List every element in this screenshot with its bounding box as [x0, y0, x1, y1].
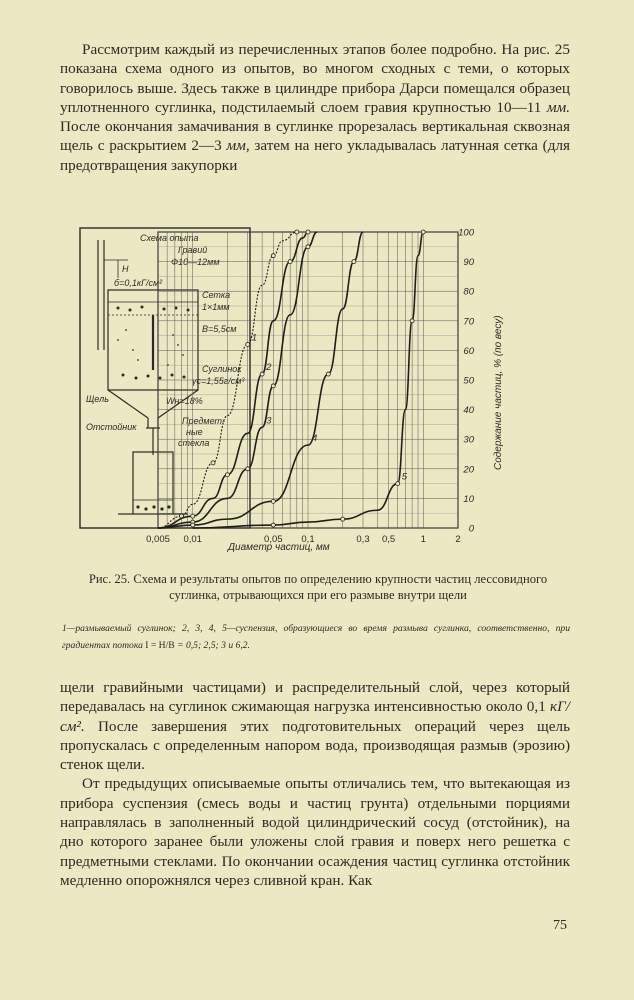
- data-point: [191, 523, 195, 527]
- series-label-4: 4: [312, 433, 318, 445]
- scheme-settler: Отстойник: [86, 422, 137, 432]
- scheme-slot: Щель: [86, 394, 109, 404]
- x-tick-label: 0,05: [264, 534, 283, 545]
- scheme-gravel: Гравий: [178, 245, 208, 255]
- y-tick-label: 100: [458, 227, 474, 239]
- text-p2: После окончания замачивания в суглинке прорезалась вертикальная сквозная щель с раскрытием 2—3: [60, 118, 570, 155]
- data-point: [246, 342, 250, 346]
- y-tick-label: 50: [463, 375, 474, 387]
- x-tick-label: 0,01: [183, 534, 202, 545]
- y-tick-label: 70: [463, 316, 474, 328]
- legend-formula: I = H/B: [145, 640, 175, 651]
- y-tick-label: 60: [463, 345, 474, 357]
- scheme-sigma: б=0,1кГ/см²: [114, 278, 163, 288]
- series-label-1: 1: [251, 332, 258, 344]
- data-point: [191, 514, 195, 518]
- x-tick-label: 0,5: [381, 534, 396, 545]
- data-point: [271, 384, 275, 388]
- y-tick-label: 0: [468, 523, 474, 535]
- figure-legend: [62, 620, 570, 654]
- text-b2: От предыдущих описываемые опыты отличались тем, что вытекающая из прибора суспензия (смесь воды и частиц грунта) отдельными порциями направлялась в заполненный водой цилиндрический сосуд (отстойник), на дно которого заранее были уложены слой гравия и поверх него решетка с предметными стеклами. По окончании осаждения частиц суглинка отстойник медленно опорожнялся через сливной кран. Как: [60, 775, 570, 889]
- x-tick-label: 0,1: [301, 534, 315, 545]
- scheme-title: Схема опыта: [140, 233, 199, 243]
- data-point: [352, 260, 356, 264]
- x-tick-label: 0,3: [356, 534, 370, 545]
- y-tick-labels: [458, 228, 475, 535]
- paragraph-top: [60, 40, 570, 175]
- x-axis-label: Диаметр частиц, мм: [228, 542, 330, 553]
- x-tick-label: 1: [420, 534, 426, 545]
- data-point: [306, 230, 310, 234]
- data-point: [271, 523, 275, 527]
- scheme-slides: Предмет- ные стекла: [178, 416, 225, 448]
- series-label-3: 3: [266, 415, 272, 427]
- scheme-h: H: [122, 264, 129, 274]
- data-point: [260, 372, 264, 376]
- text-unit-mm-2: мм,: [226, 137, 250, 155]
- y-tick-label: 20: [463, 464, 474, 476]
- grain-size-chart: [146, 228, 504, 554]
- text-unit-mm: мм.: [546, 98, 570, 116]
- paragraph-bottom: [60, 678, 570, 890]
- data-point: [295, 230, 299, 234]
- data-point: [410, 319, 414, 323]
- text-b1: щели гравийными частицами) и распределительный слой, через который передавалась на суглинок сжимающая нагрузка интенсивностью около 0,1: [60, 679, 570, 716]
- scheme-mesh-size: 1×1мм: [202, 302, 230, 312]
- series-label-2: 2: [266, 362, 272, 374]
- scheme-mesh: Сетка: [202, 290, 231, 300]
- text-p1: Рассмотрим каждый из перечисленных этапов более подробно. На рис. 25 показана схема одного из опытов, во многом сходных с теми, о которых говорилось выше. Здесь также в цилиндре прибора Дарси помещался образец уплотненного суглинка, подстилаемый слоем гравия крупностью 10—11: [60, 41, 570, 116]
- y-tick-label: 30: [463, 434, 474, 446]
- y-tick-label: 80: [463, 286, 474, 298]
- data-point: [396, 482, 400, 486]
- y-tick-label: 10: [463, 493, 474, 505]
- y-tick-label: 40: [463, 405, 474, 417]
- data-point: [211, 461, 215, 465]
- data-point: [271, 499, 275, 503]
- figure-caption: Рис. 25. Схема и результаты опытов по определению крупности частиц лессовидного суглинка, отрывающихся при его размыве внутри щели: [88, 572, 548, 602]
- data-point: [271, 254, 275, 258]
- text-p3: затем на него укладывалась латунная сетка (для предотвращения закупорки: [60, 137, 571, 174]
- data-point: [225, 473, 229, 477]
- data-point: [306, 245, 310, 249]
- data-point: [246, 467, 250, 471]
- x-tick-label: 0,005: [146, 534, 170, 545]
- data-point: [341, 517, 345, 521]
- scheme-gamma: γс=1,55г/см³: [192, 376, 245, 386]
- series-label-5: 5: [401, 471, 408, 483]
- legend-text-1: 1—размываемый суглинок; 2, 3, 4, 5—суспензия, образующиеся во время размыва суглинка, соответственно, при градиентах потока: [62, 623, 570, 651]
- y-axis-label: Содержание частиц, % (по весу): [493, 315, 504, 470]
- scheme-gravel-size: Ф10—12мм: [171, 257, 220, 267]
- scheme-b: B=5,5см: [202, 324, 237, 334]
- scheme-loam: Суглинок: [202, 364, 242, 374]
- text-b1-rest: После завершения этих подготовительных операций через щель пропускалась с определенным напором вода, производящая размыв (эрозию) стенок щели.: [60, 717, 571, 774]
- data-point: [421, 230, 425, 234]
- data-point: [288, 260, 292, 264]
- text-unit-kg: кГ/см².: [60, 698, 570, 735]
- scheme-wn: Wн=18%: [166, 396, 203, 406]
- page-number: 75: [553, 918, 567, 933]
- legend-text-2: = 0,5; 2,5; 3 и 6,2.: [177, 640, 250, 651]
- scheme-labels: [86, 233, 245, 448]
- y-tick-label: 90: [463, 257, 474, 269]
- data-point: [326, 372, 330, 376]
- x-tick-label: 2: [455, 534, 461, 545]
- figure-25: [78, 220, 518, 560]
